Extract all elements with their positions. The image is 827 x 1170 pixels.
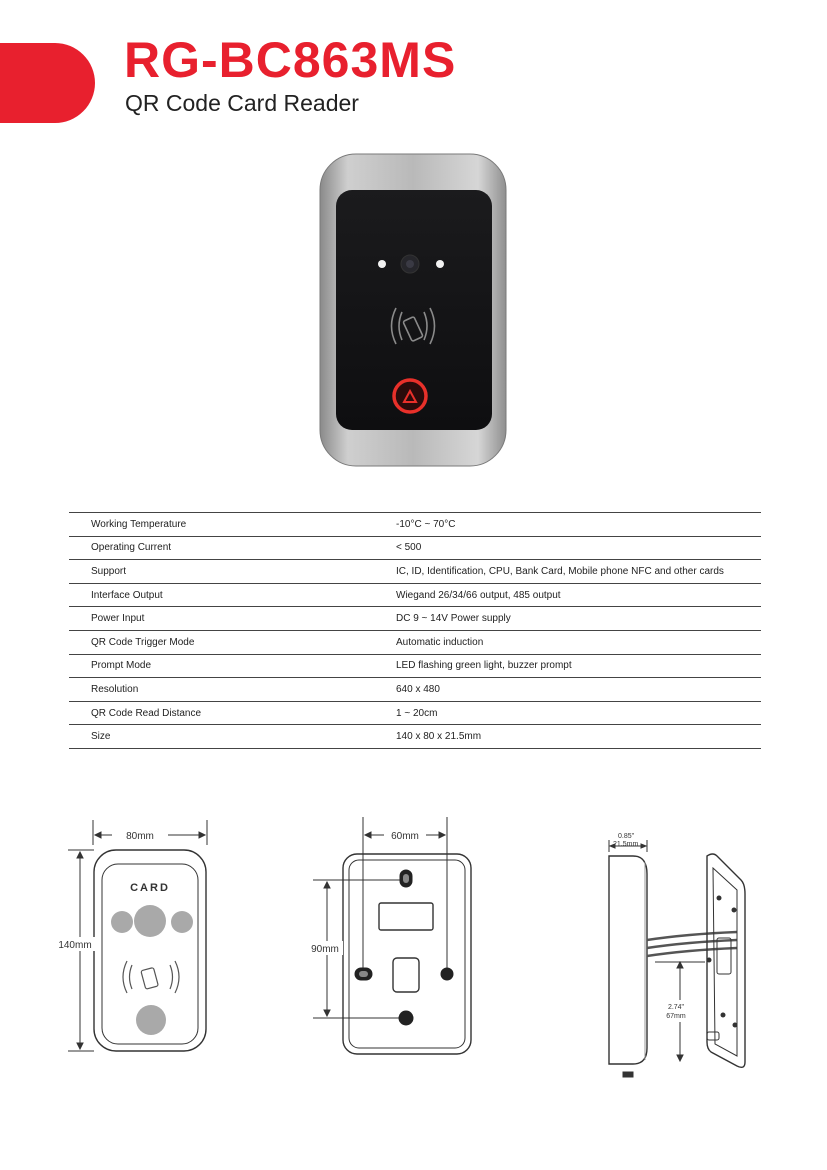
spec-value: IC, ID, Identification, CPU, Bank Card, Mobile phone NFC and other cards [396, 560, 761, 584]
front-height-label: 140mm [58, 940, 92, 951]
spec-label: QR Code Read Distance [69, 701, 396, 725]
table-row [69, 701, 761, 725]
product-photo [314, 150, 514, 470]
table-row [69, 583, 761, 607]
spec-value: 1 ~ 20cm [396, 701, 761, 725]
table-row [69, 630, 761, 654]
spec-label: Size [69, 725, 396, 749]
spec-value: Automatic induction [396, 630, 761, 654]
brand-tab [0, 43, 95, 123]
spec-label: Power Input [69, 607, 396, 631]
side-view-diagram [595, 820, 765, 1090]
back-height-label: 90mm [311, 944, 339, 955]
spec-label: QR Code Trigger Mode [69, 630, 396, 654]
front-width-label: 80mm [126, 831, 154, 842]
side-depth-in-label: 0.85" [618, 833, 635, 840]
specs-table [69, 512, 761, 749]
table-row [69, 678, 761, 702]
table-row [69, 560, 761, 584]
spec-label: Support [69, 560, 396, 584]
table-row [69, 536, 761, 560]
table-row [69, 654, 761, 678]
product-model-title: RG-BC863MS [124, 32, 457, 88]
side-offset-in-label: 2.74" [667, 1004, 685, 1011]
side-depth-mm-label: 21.5mm [613, 841, 639, 848]
back-view-diagram [305, 815, 485, 1060]
spec-value: -10°C ~ 70°C [396, 513, 761, 537]
spec-label: Resolution [69, 678, 396, 702]
spec-value: 640 x 480 [396, 678, 761, 702]
spec-value: LED flashing green light, buzzer prompt [396, 654, 761, 678]
table-row [69, 725, 761, 749]
table-row [69, 513, 761, 537]
spec-value: DC 9 ~ 14V Power supply [396, 607, 761, 631]
spec-label: Working Temperature [69, 513, 396, 537]
side-offset-mm-label: 67mm [666, 1013, 686, 1020]
product-subtitle: QR Code Card Reader [125, 90, 359, 116]
spec-value: < 500 [396, 536, 761, 560]
back-width-label: 60mm [391, 831, 419, 842]
front-view-diagram [50, 815, 220, 1060]
table-row [69, 607, 761, 631]
card-label: CARD [130, 882, 170, 894]
spec-value: 140 x 80 x 21.5mm [396, 725, 761, 749]
spec-label: Operating Current [69, 536, 396, 560]
spec-label: Prompt Mode [69, 654, 396, 678]
spec-value: Wiegand 26/34/66 output, 485 output [396, 583, 761, 607]
spec-label: Interface Output [69, 583, 396, 607]
